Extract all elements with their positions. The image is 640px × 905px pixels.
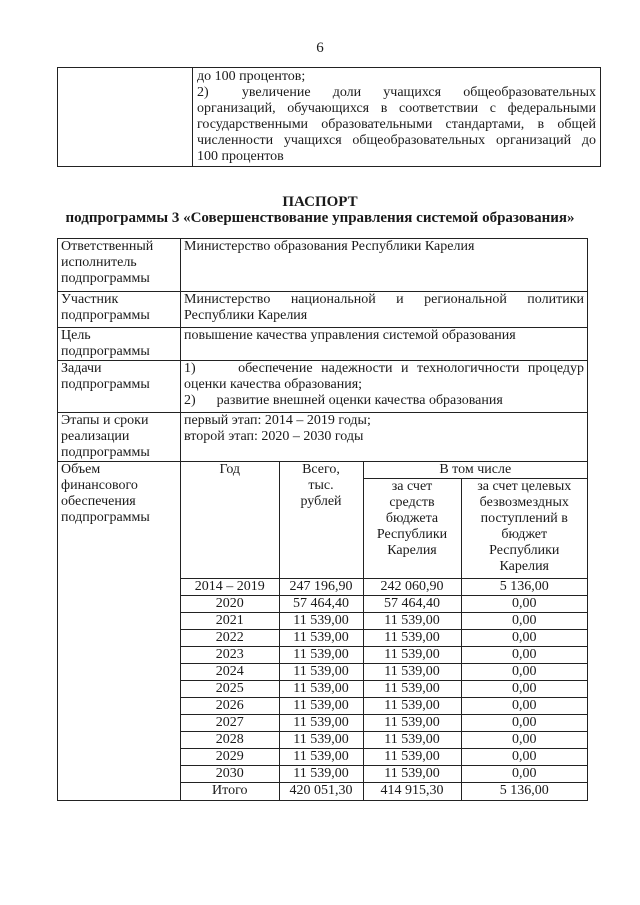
label-line: Объем [61, 462, 101, 477]
label-line: Задачи [61, 361, 102, 376]
page-number: 6 [316, 40, 324, 56]
finance-budget-cell: 11 539,00 [363, 698, 461, 715]
label-line: подпрограммы [61, 510, 150, 525]
finance-budget-cell: 11 539,00 [363, 613, 461, 630]
continuation-line: государственными образовательными стандартами, в общей [197, 117, 596, 132]
finance-targeted-cell: 0,00 [461, 698, 587, 715]
finance-year-cell: 2024 [181, 664, 279, 681]
label-line: подпрограммы [61, 271, 150, 286]
targeted-header [461, 479, 587, 579]
continuation-line: 100 процентов [197, 149, 284, 164]
header-line: тыс. [308, 478, 334, 493]
header-line: Карелия [499, 559, 549, 574]
finance-cell [181, 462, 588, 801]
label-line: подпрограммы [61, 308, 150, 323]
finance-total-cell: 420 051,30 [279, 783, 363, 800]
finance-year-cell: 2022 [181, 630, 279, 647]
header-line: бюджета [385, 511, 439, 526]
finance-row [181, 766, 587, 783]
stages-label [58, 413, 181, 462]
responsible-label [58, 239, 181, 292]
finance-total-cell: 11 539,00 [279, 647, 363, 664]
value-line: оценки качества образования; [184, 377, 363, 392]
finance-year-cell: 2029 [181, 749, 279, 766]
finance-total-cell: 247 196,90 [279, 579, 363, 596]
finance-label [58, 462, 181, 801]
value-line: 2) развитие внешней оценки качества образования [184, 393, 503, 408]
value-line: 1) обеспечение надежности и технологичности процедур [184, 361, 584, 376]
including-header: В том числе [363, 462, 587, 479]
continuation-line: численности учащихся общеобразовательных организаций до [197, 133, 596, 148]
finance-year-cell: 2023 [181, 647, 279, 664]
finance-total-cell: 11 539,00 [279, 681, 363, 698]
finance-budget-cell: 11 539,00 [363, 732, 461, 749]
tasks-label [58, 361, 181, 413]
participant-label [58, 292, 181, 328]
stages-value [181, 413, 588, 462]
passport-table [57, 238, 588, 801]
finance-targeted-cell: 0,00 [461, 681, 587, 698]
finance-budget-cell: 11 539,00 [363, 749, 461, 766]
continuation-text-cell [193, 68, 601, 167]
finance-budget-cell: 11 539,00 [363, 630, 461, 647]
finance-budget-cell: 11 539,00 [363, 664, 461, 681]
label-line: реализации [61, 429, 130, 444]
label-line: Цель [61, 328, 91, 343]
continuation-table [57, 67, 601, 167]
finance-year-cell: 2020 [181, 596, 279, 613]
finance-total-cell: 11 539,00 [279, 613, 363, 630]
header-line: безвозмездных [479, 495, 569, 510]
header-line: Республики [376, 527, 448, 542]
finance-row [181, 664, 587, 681]
finance-targeted-cell: 0,00 [461, 715, 587, 732]
finance-targeted-cell: 0,00 [461, 732, 587, 749]
finance-targeted-cell: 0,00 [461, 647, 587, 664]
goal-label [58, 328, 181, 361]
finance-targeted-cell: 5 136,00 [461, 783, 587, 800]
passport-subtitle: подпрограммы 3 «Совершенствование управления системой образования» [65, 210, 575, 226]
finance-year-cell: 2028 [181, 732, 279, 749]
header-line: поступлений в [480, 511, 568, 526]
label-line: Этапы и сроки [61, 413, 149, 428]
header-line: бюджет [501, 527, 548, 542]
finance-year-cell: Итого [181, 783, 279, 800]
finance-targeted-cell: 0,00 [461, 613, 587, 630]
finance-row [181, 783, 587, 800]
budget-header [363, 479, 461, 579]
finance-budget-cell: 11 539,00 [363, 647, 461, 664]
finance-total-cell: 11 539,00 [279, 664, 363, 681]
goal-value: повышение качества управления системой образования [181, 328, 588, 361]
finance-budget-cell: 11 539,00 [363, 715, 461, 732]
finance-year-cell: 2027 [181, 715, 279, 732]
finance-budget-cell: 242 060,90 [363, 579, 461, 596]
finance-targeted-cell: 0,00 [461, 596, 587, 613]
finance-row [181, 596, 587, 613]
header-line: Республики [489, 543, 560, 558]
header-line: Карелия [387, 543, 437, 558]
tasks-value [181, 361, 588, 413]
label-line: обеспечения [61, 494, 136, 509]
header-line: рублей [300, 494, 342, 509]
label-line: Участник [61, 292, 119, 307]
year-header: Год [181, 462, 279, 579]
continuation-line: 2) увеличение доли учащихся общеобразовательных [197, 85, 596, 100]
finance-total-cell: 11 539,00 [279, 732, 363, 749]
finance-total-cell: 11 539,00 [279, 698, 363, 715]
finance-row [181, 681, 587, 698]
header-line: Всего, [302, 462, 340, 477]
finance-row [181, 732, 587, 749]
finance-targeted-cell: 0,00 [461, 630, 587, 647]
label-line: исполнитель [61, 255, 137, 270]
finance-year-cell: 2014 – 2019 [181, 579, 279, 596]
value-line: второй этап: 2020 – 2030 годы [184, 429, 364, 444]
label-line: Ответственный [61, 239, 154, 254]
value-line: первый этап: 2014 – 2019 годы; [184, 413, 371, 428]
label-line: подпрограммы [61, 377, 150, 392]
finance-year-cell: 2021 [181, 613, 279, 630]
value-line: Министерство национальной и региональной политики [184, 292, 584, 307]
value-line: Республики Карелия [184, 308, 308, 323]
finance-targeted-cell: 0,00 [461, 749, 587, 766]
finance-row [181, 698, 587, 715]
finance-total-cell: 11 539,00 [279, 749, 363, 766]
continuation-line: организаций, обучающихся в соответствии с федеральными [197, 101, 596, 116]
finance-year-cell: 2025 [181, 681, 279, 698]
finance-targeted-cell: 0,00 [461, 766, 587, 783]
finance-year-cell: 2030 [181, 766, 279, 783]
continuation-empty-cell [58, 68, 193, 167]
finance-budget-cell: 57 464,40 [363, 596, 461, 613]
total-header [279, 462, 363, 579]
finance-table [181, 462, 587, 800]
finance-total-cell: 11 539,00 [279, 766, 363, 783]
finance-year-cell: 2026 [181, 698, 279, 715]
passport-title: ПАСПОРТ [282, 194, 358, 210]
finance-targeted-cell: 5 136,00 [461, 579, 587, 596]
header-line: за счет целевых [477, 479, 572, 494]
finance-row [181, 613, 587, 630]
finance-total-cell: 11 539,00 [279, 630, 363, 647]
finance-row [181, 715, 587, 732]
label-line: подпрограммы [61, 344, 150, 359]
label-line: подпрограммы [61, 445, 150, 460]
label-line: финансового [61, 478, 138, 493]
finance-targeted-cell: 0,00 [461, 664, 587, 681]
finance-total-cell: 57 464,40 [279, 596, 363, 613]
continuation-line: до 100 процентов; [197, 69, 306, 84]
finance-budget-cell: 414 915,30 [363, 783, 461, 800]
finance-row [181, 579, 587, 596]
finance-budget-cell: 11 539,00 [363, 681, 461, 698]
finance-row [181, 630, 587, 647]
finance-budget-cell: 11 539,00 [363, 766, 461, 783]
finance-total-cell: 11 539,00 [279, 715, 363, 732]
participant-value [181, 292, 588, 328]
header-line: средств [389, 495, 435, 510]
header-line: за счет [391, 479, 433, 494]
finance-row [181, 749, 587, 766]
responsible-value: Министерство образования Республики Карелия [181, 239, 588, 292]
finance-row [181, 647, 587, 664]
